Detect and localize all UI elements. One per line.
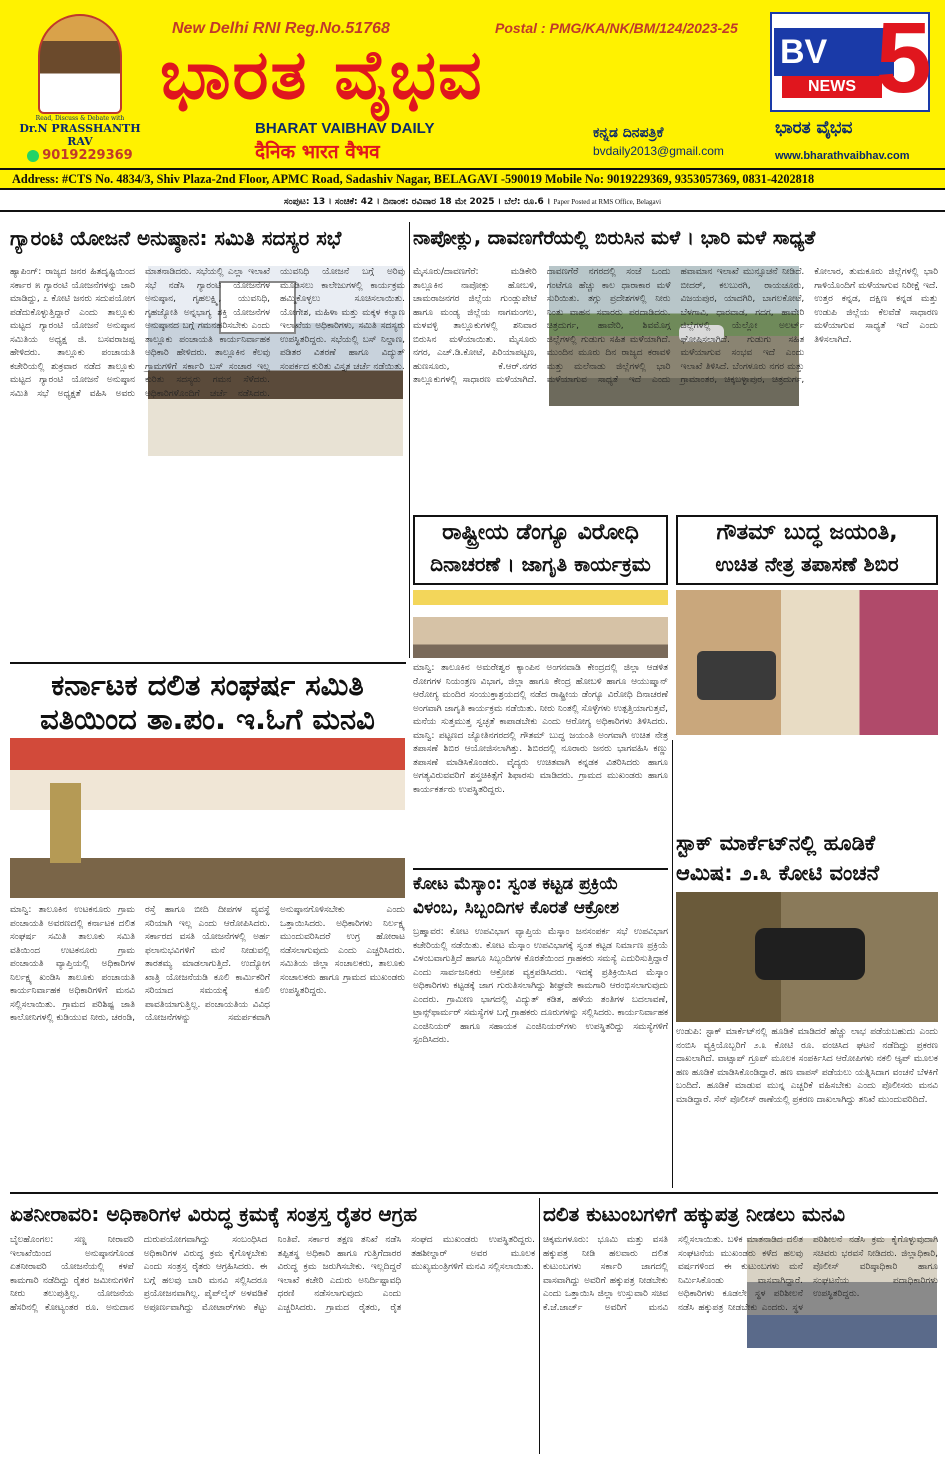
logo-kannada-name: ಭಾರತ ವೈಭವ: [775, 118, 853, 138]
section-rule: [10, 1192, 938, 1194]
story-guarantee: [10, 220, 405, 660]
story-headline-line2: ವತಿಯಿಂದ ತಾ.ಪಂ. ಇ.ಓಗೆ ಮನವಿ: [40, 702, 375, 736]
logo-five: 5: [876, 2, 932, 114]
story-body: ಬ್ರಹ್ಮಾವರ: ಕೋಟ ಉಪವಿಭಾಗ ವ್ಯಾಪ್ತಿಯ ಮೆಸ್ಕಾಂ ಜನಸಂಪರ್ಕ ಸಭೆ ಉಪವಿಭಾಗ ಕಚೇರಿಯಲ್ಲಿ ನಡೆಯಿತು. ಕೋಟ ಮೆಸ್ಕಾಂ ಉಪವಿಭಾಗಕ್ಕೆ ಸ್ವಂತ ಕಟ್ಟಡ ನಿರ್ಮಾಣ ಪ್ರಕ್ರಿಯೆ ವಿಳಂಬವಾಗುತ್ತಿದೆ ಹಾಗೂ ಸಿಬ್ಬಂದಿಗಳ ಕೊರತೆಯಿಂದ ಗ್ರಾಹಕರು ಸಮಸ್ಯೆ ಎದುರಿಸುತ್ತಿದ್ದಾರೆ ಎಂದು ಸಾರ್ವಜನಿಕರು ಆಕ್ರೋಶ ವ್ಯಕ್ತಪಡಿಸಿದರು. ಇದಕ್ಕೆ ಪ್ರತಿಕ್ರಿಯಿಸಿದ ಮೆಸ್ಕಾಂ ಅಧಿಕಾರಿಗಳು ಕಟ್ಟಡಕ್ಕೆ ಜಾಗ ಗುರುತಿಸಲಾಗಿದ್ದು ಶೀಘ್ರವೇ ಕಾಮಗಾರಿ ಆರಂಭಿಸಲಾಗುವುದು ಎಂದರು. ಗ್ರಾಮೀಣ ಭಾಗದಲ್ಲಿ ವಿದ್ಯುತ್ ಕಡಿತ, ಹಳೆಯ ತಂತಿಗಳ ಬದಲಾವಣೆ, ಟ್ರಾನ್ಸ್‌ಫಾರ್ಮರ್ ಸಮಸ್ಯೆಗಳ ಬಗ್ಗೆ ಗ್ರಾಹಕರು ದೂರುಗಳನ್ನು ಸಲ್ಲಿಸಿದರು. ಕಾರ್ಯನಿರ್ವಾಹಕ ಎಂಜಿನಿಯರ್ ಹಾಗೂ ಸಹಾಯಕ ಎಂಜಿನಿಯರ್‌ಗಳು ಉಪಸ್ಥಿತರಿದ್ದು ಸಮಸ್ಯೆಗಳಿಗೆ ಸ್ಪಂದಿಸಿದರು.: [413, 927, 668, 1045]
story-body: ಬೈಲಹೊಂಗಲ: ಸಣ್ಣ ನೀರಾವರಿ ಇಲಾಖೆಯಿಂದ ಅನುಷ್ಠಾನಗೊಂಡ ಏತನೀರಾವರಿ ಯೋಜನೆಯಲ್ಲಿ ಕಳಪೆ ಕಾಮಗಾರಿ ನಡೆದಿದ್ದು ರೈತರ ಜಮೀನುಗಳಿಗೆ ನೀರು ತಲುಪುತ್ತಿಲ್ಲ. ಯೋಜನೆಯ ಹೆಸರಿನಲ್ಲಿ ಕೋಟ್ಯಂತರ ರೂ. ಅನುದಾನ ದುರುಪಯೋಗವಾಗಿದ್ದು ಸಂಬಂಧಿಸಿದ ಅಧಿಕಾರಿಗಳ ವಿರುದ್ಧ ಕ್ರಮ ಕೈಗೊಳ್ಳಬೇಕು ಎಂದು ಸಂತ್ರಸ್ತ ರೈತರು ಆಗ್ರಹಿಸಿದರು. ಈ ಬಗ್ಗೆ ಹಲವು ಬಾರಿ ಮನವಿ ಸಲ್ಲಿಸಿದರೂ ಪ್ರಯೋಜನವಾಗಿಲ್ಲ. ಪೈಪ್‌ಲೈನ್ ಅಳವಡಿಕೆ ಅಪೂರ್ಣವಾಗಿದ್ದು ಮೋಟಾರ್‌ಗಳು ಕೆಟ್ಟು ನಿಂತಿವೆ. ಸರ್ಕಾರ ತಕ್ಷಣ ತನಿಖೆ ನಡೆಸಿ ತಪ್ಪಿತಸ್ಥ ಅಧಿಕಾರಿ ಹಾಗೂ ಗುತ್ತಿಗೆದಾರರ ವಿರುದ್ಧ ಕ್ರಮ ಜರುಗಿಸಬೇಕು. ಇಲ್ಲದಿದ್ದರೆ ಇಲಾಖೆ ಕಚೇರಿ ಎದುರು ಅನಿರ್ದಿಷ್ಟಾವಧಿ ಧರಣಿ ನಡೆಸಲಾಗುವುದು ಎಂದು ಎಚ್ಚರಿಸಿದರು. ಗ್ರಾಮದ ರೈತರು, ರೈತ ಸಂಘದ ಮುಖಂಡರು ಉಪಸ್ಥಿತರಿದ್ದರು. ತಹಶೀಲ್ದಾರ್ ಅವರ ಮೂಲಕ ಮುಖ್ಯಮಂತ್ರಿಗಳಿಗೆ ಮನವಿ ಸಲ್ಲಿಸಲಾಯಿತು.: [10, 1235, 535, 1313]
story-rain: [413, 220, 938, 510]
email-address: bvdaily2013@gmail.com: [593, 144, 724, 158]
story-etaneeravari: [10, 1198, 535, 1454]
kannada-daily-label: ಕನ್ನಡ ದಿನಪತ್ರಿಕೆ: [593, 125, 664, 141]
bv5-news-logo: [770, 2, 932, 114]
story-body: ಚಿಕ್ಕಮಗಳೂರು: ಭೂಮಿ ಮತ್ತು ವಸತಿ ಹಕ್ಕುಪತ್ರ ನೀಡಿ ಹಲವಾರು ದಲಿತ ಕುಟುಂಬಗಳು ಸರ್ಕಾರಿ ಜಾಗದಲ್ಲಿ ವಾಸವಾಗಿದ್ದು ಅವರಿಗೆ ಹಕ್ಕುಪತ್ರ ನೀಡಬೇಕು ಎಂದು ಒತ್ತಾಯಿಸಿ ಜಿಲ್ಲಾ ಉಸ್ತುವಾರಿ ಸಚಿವ ಕೆ.ಜೆ.ಜಾರ್ಜ್ ಅವರಿಗೆ ಮನವಿ ಸಲ್ಲಿಸಲಾಯಿತು. ಬಳಿಕ ಮಾತನಾಡಿದ ದಲಿತ ಸಂಘಟನೆಯ ಮುಖಂಡರು ಕಳೆದ ಹಲವು ವರ್ಷಗಳಿಂದ ಈ ಕುಟುಂಬಗಳು ಮನೆ ನಿರ್ಮಿಸಿಕೊಂಡು ವಾಸವಾಗಿದ್ದಾರೆ. ಅಧಿಕಾರಿಗಳು ಕೂಡಲೇ ಸ್ಥಳ ಪರಿಶೀಲನೆ ನಡೆಸಿ ಹಕ್ಕುಪತ್ರ ನೀಡಬೇಕು ಎಂದರು. ಸ್ಥಳ ಪರಿಶೀಲನೆ ನಡೆಸಿ ಕ್ರಮ ಕೈಗೊಳ್ಳುವುದಾಗಿ ಸಚಿವರು ಭರವಸೆ ನೀಡಿದರು. ಜಿಲ್ಲಾಧಿಕಾರಿ, ಪೊಲೀಸ್ ವರಿಷ್ಠಾಧಿಕಾರಿ ಹಾಗೂ ಸಂಘಟನೆಯ ಪದಾಧಿಕಾರಿಗಳು ಉಪಸ್ಥಿತರಿದ್ದರು.: [543, 1235, 938, 1313]
issue-line: [0, 192, 945, 212]
column-rule: [672, 740, 673, 1188]
story-dengue-headline-box: [413, 515, 668, 585]
story-headline-line1: ಕೋಟ ಮೆಸ್ಕಾಂ: ಸ್ವಂತ ಕಟ್ಟಡ ಪ್ರಕ್ರಿಯೆ: [413, 874, 619, 894]
editor-phone-number: 9019229369: [42, 148, 133, 163]
address-bar: Address: #CTS No. 4834/3, Shiv Plaza-2nd Floor, APMC Road, Sadashiv Nagar, BELAGAVI -590019 Mobile No: 9019229369, 9353057369, 0831-4202818: [0, 168, 945, 190]
newspaper-title: ಭಾರತ ವೈಭವ: [160, 36, 484, 115]
hindi-title: दैनिक भारत वैभव: [255, 141, 380, 163]
memorandum-photo: [10, 738, 405, 898]
story-headline-line1: ಸ್ಟಾಕ್ ಮಾರ್ಕೆಟ್‌ನಲ್ಲಿ ಹೂಡಿಕೆ: [676, 831, 876, 855]
dengue-buddha-body: ಮಾನ್ವಿ: ತಾಲೂಕಿನ ಅಮರೇಶ್ವರ ಕ್ಯಾಂಪಿನ ಅಂಗನವಾಡಿ ಕೇಂದ್ರದಲ್ಲಿ ಜಿಲ್ಲಾ ಆಡಳಿತ ರೋಗಗಳ ನಿಯಂತ್ರಣ ವಿಭಾಗ, ಜಿಲ್ಲಾ ಹಾಗೂ ಕೇಂದ್ರ ಹೋಬಳಿ ಹಾಗೂ ಆಯುಷ್ಮಾನ್ ಆರೋಗ್ಯ ಮಂದಿರ ಸಂಯುಕ್ತಾಶ್ರಯದಲ್ಲಿ ನಡೆದ ರಾಷ್ಟ್ರೀಯ ಡೆಂಗ್ಯೂ ವಿರೋಧಿ ದಿನಾಚರಣೆ ಅಂಗವಾಗಿ ಜಾಗೃತಿ ಕಾರ್ಯಕ್ರಮ ನಡೆಯಿತು. ನೀರು ನಿಂತಲ್ಲಿ ಸೊಳ್ಳೆಗಳು ಉತ್ಪತ್ತಿಯಾಗುತ್ತವೆ, ಮನೆಯ ಸುತ್ತಮುತ್ತ ಸ್ವಚ್ಛತೆ ಕಾಪಾಡಬೇಕು ಎಂದು ಆರೋಗ್ಯ ಅಧಿಕಾರಿಗಳು ತಿಳಿಸಿದರು. ಮಾನ್ವಿ: ಪಟ್ಟಣದ ಜ್ಯೋತಿನಗರದಲ್ಲಿ ಗೌತಮ್ ಬುದ್ಧ ಜಯಂತಿ ಅಂಗವಾಗಿ ಉಚಿತ ನೇತ್ರ ತಪಾಸಣೆ ಶಿಬಿರ ಆಯೋಜಿಸಲಾಗಿತ್ತು. ಶಿಬಿರದಲ್ಲಿ ನೂರಾರು ಜನರು ಭಾಗವಹಿಸಿ ಕಣ್ಣು ತಪಾಸಣೆ ಮಾಡಿಸಿಕೊಂಡರು. ವೈದ್ಯರು ಉಚಿತವಾಗಿ ಕನ್ನಡಕ ವಿತರಿಸಿದರು ಹಾಗೂ ಅಗತ್ಯವಿರುವವರಿಗೆ ಶಸ್ತ್ರಚಿಕಿತ್ಸೆಗೆ ಶಿಫಾರಸು ಮಾಡಿದರು. ಗ್ರಾಮದ ಮುಖಂಡರು ಹಾಗೂ ಕಾರ್ಯಕರ್ತರು ಉಪಸ್ಥಿತರಿದ್ದರು.: [413, 663, 668, 795]
story-headline-line2: ದಿನಾಚರಣೆ । ಜಾಗೃತಿ ಕಾರ್ಯಕ್ರಮ: [430, 552, 651, 576]
editor-name: Dr.N PRASSHANTH RAV: [19, 122, 141, 148]
portrait-caption: Read, Discuss & Debate with: [35, 115, 125, 122]
story-headline: ದಲಿತ ಕುಟುಂಬಗಳಿಗೆ ಹಕ್ಕುಪತ್ರ ನೀಡಲು ಮನವಿ: [543, 1202, 845, 1226]
story-headline-line1: ಕರ್ನಾಟಕ ದಲಿತ ಸಂಘರ್ಷ ಸಮಿತಿ: [51, 668, 364, 702]
column-rule: [409, 222, 410, 658]
story-headline-line2: ಉಚಿತ ನೇತ್ರ ತಪಾಸಣೆ ಶಿಬಿರ: [715, 552, 899, 576]
column-rule: [539, 1198, 540, 1454]
story-headline-line1: ಗೌತಮ್ ಬುದ್ಧ ಜಯಂತಿ,: [716, 520, 898, 545]
story-dalit-samiti: [10, 668, 405, 1188]
posted-note: Paper Posted at RMS Office, Belagavi: [553, 198, 662, 206]
section-rule: [413, 868, 668, 870]
website-url: www.bharathvaibhav.com: [775, 150, 910, 162]
logo-news: NEWS: [782, 76, 882, 98]
story-headline-line2: ವಿಳಂಬ, ಸಿಬ್ಬಂದಿಗಳ ಕೊರತೆ ಆಕ್ರೋಶ: [413, 898, 620, 918]
dengue-photo: [413, 590, 668, 658]
story-body: ಮಾನ್ವಿ: ತಾಲೂಕಿನ ಉಟಕನೂರು ಗ್ರಾಮ ಪಂಚಾಯತಿ ಅವರಣದಲ್ಲಿ ಕರ್ನಾಟಕ ದಲಿತ ಸಂಘರ್ಷ ಸಮಿತಿ ತಾಲೂಕು ಸಮಿತಿ ವತಿಯಿಂದ ಉಟಕನೂರು ಗ್ರಾಮ ಪಂಚಾಯತಿ ವ್ಯಾಪ್ತಿಯಲ್ಲಿ ಅಧಿಕಾರಿಗಳ ನಿರ್ಲಕ್ಷ್ಯ ಖಂಡಿಸಿ ತಾಲೂಕು ಪಂಚಾಯತಿ ಕಾರ್ಯನಿರ್ವಾಹಕ ಅಧಿಕಾರಿಗಳಿಗೆ ಮನವಿ ಸಲ್ಲಿಸಲಾಯಿತು. ಗ್ರಾಮದ ಪರಿಶಿಷ್ಟ ಜಾತಿ ಕಾಲೋನಿಗಳಲ್ಲಿ ಕುಡಿಯುವ ನೀರು, ಚರಂಡಿ, ರಸ್ತೆ ಹಾಗೂ ಬೀದಿ ದೀಪಗಳ ವ್ಯವಸ್ಥೆ ಸರಿಯಾಗಿ ಇಲ್ಲ ಎಂದು ಆರೋಪಿಸಿದರು. ಸರ್ಕಾರದ ವಸತಿ ಯೋಜನೆಗಳಲ್ಲಿ ಅರ್ಹ ಫಲಾನುಭವಿಗಳಿಗೆ ಮನೆ ನೀಡುವಲ್ಲಿ ತಾರತಮ್ಯ ಮಾಡಲಾಗುತ್ತಿದೆ. ಉದ್ಯೋಗ ಖಾತ್ರಿ ಯೋಜನೆಯಡಿ ಕೂಲಿ ಕಾರ್ಮಿಕರಿಗೆ ಸರಿಯಾದ ಸಮಯಕ್ಕೆ ಕೂಲಿ ಪಾವತಿಯಾಗುತ್ತಿಲ್ಲ. ಪಂಚಾಯತಿಯ ವಿವಿಧ ಯೋಜನೆಗಳನ್ನು ಸಮರ್ಪಕವಾಗಿ ಅನುಷ್ಠಾನಗೊಳಿಸಬೇಕು ಎಂದು ಒತ್ತಾಯಿಸಿದರು. ಅಧಿಕಾರಿಗಳು ನಿರ್ಲಕ್ಷ್ಯ ಮುಂದುವರಿಸಿದರೆ ಉಗ್ರ ಹೋರಾಟ ನಡೆಸಲಾಗುವುದು ಎಂದು ಎಚ್ಚರಿಸಿದರು. ಸಮಿತಿಯ ಜಿಲ್ಲಾ ಸಂಚಾಲಕರು, ತಾಲೂಕು ಸಂಚಾಲಕರು ಹಾಗೂ ಗ್ರಾಮದ ಮುಖಂಡರು ಉಪಸ್ಥಿತರಿದ್ದರು.: [10, 905, 405, 1023]
eye-camp-photo: [676, 590, 938, 735]
editor-phone: [14, 148, 146, 163]
rni-number: New Delhi RNI Reg.No.51768: [172, 20, 390, 37]
story-buddha-headline-box: [676, 515, 938, 585]
editor-portrait: [14, 10, 146, 163]
story-headline-line2: ಆಮಿಷ: ೨.೩ ಕೋಟಿ ವಂಚನೆ: [676, 861, 880, 885]
story-headline: ನಾಪೋಕ್ಲು, ದಾವಣಗೆರೆಯಲ್ಲಿ ಬಿರುಸಿನ ಮಳೆ । ಭಾರಿ ಮಳೆ ಸಾಧ್ಯತೆ: [413, 227, 816, 249]
police-radio-photo: [676, 892, 938, 1022]
story-body: ಉಡುಪಿ: ಸ್ಟಾಕ್ ಮಾರ್ಕೆಟ್‌ನಲ್ಲಿ ಹೂಡಿಕೆ ಮಾಡಿದರೆ ಹೆಚ್ಚು ಲಾಭ ಪಡೆಯಬಹುದು ಎಂದು ನಂಬಿಸಿ ವ್ಯಕ್ತಿಯೊಬ್ಬರಿಗೆ ೨.೩ ಕೋಟಿ ರೂ. ವಂಚಿಸಿದ ಘಟನೆ ನಡೆದಿದ್ದು ಪ್ರಕರಣ ದಾಖಲಾಗಿದೆ. ವಾಟ್ಸಾಪ್ ಗ್ರೂಪ್ ಮೂಲಕ ಸಂಪರ್ಕಿಸಿದ ಆರೋಪಿಗಳು ನಕಲಿ ಆ್ಯಪ್ ಮೂಲಕ ಹಣ ಹೂಡಿಕೆ ಮಾಡಿಸಿಕೊಂಡಿದ್ದಾರೆ. ಹಣ ವಾಪಸ್ ಪಡೆಯಲು ಯತ್ನಿಸಿದಾಗ ವಂಚನೆ ಬೆಳಕಿಗೆ ಬಂದಿದೆ. ಹೂಡಿಕೆ ಮಾಡುವ ಮುನ್ನ ಎಚ್ಚರಿಕೆ ವಹಿಸಬೇಕು ಎಂದು ಪೊಲೀಸರು ಮನವಿ ಮಾಡಿದ್ದಾರೆ. ಸೆನ್ ಪೊಲೀಸ್ ಠಾಣೆಯಲ್ಲಿ ಪ್ರಕರಣ ದಾಖಲಾಗಿದ್ದು ತನಿಖೆ ಮುಂದುವರಿದಿದೆ.: [676, 1027, 938, 1105]
section-rule: [10, 662, 406, 664]
whatsapp-icon: [27, 150, 39, 162]
english-title: BHARAT VAIBHAV DAILY: [255, 120, 435, 137]
logo-bv: BV: [774, 28, 894, 76]
story-headline: ಗ್ಯಾರಂಟಿ ಯೋಜನೆ ಅನುಷ್ಠಾನ: ಸಮಿತಿ ಸದಸ್ಯರ ಸಭೆ: [10, 226, 342, 250]
story-body: ಹ್ಯಾಪಿಂಗ್: ರಾಜ್ಯದ ಜನರ ಹಿತದೃಷ್ಟಿಯಿಂದ ಸರ್ಕಾರ ೫ ಗ್ಯಾರಂಟಿ ಯೋಜನೆಗಳನ್ನು ಜಾರಿ ಮಾಡಿದ್ದು, ೭ ಕೋಟಿ ಜನರು ಸದುಪಯೋಗ ಪಡೆದುಕೊಳ್ಳುತ್ತಿದ್ದಾರೆ ಎಂದು ತಾಲ್ಲೂಕು ಮಟ್ಟದ ಗ್ಯಾರಂಟಿ ಯೋಜನೆ ಅನುಷ್ಠಾನ ಸಮಿತಿಯ ಅಧ್ಯಕ್ಷ ಜಿ. ಬಸವರಾಜಪ್ಪ ಹೇಳಿದರು. ತಾಲ್ಲೂಕು ಪಂಚಾಯತಿ ಕಚೇರಿಯಲ್ಲಿ ಶುಕ್ರವಾರ ನಡೆದ ತಾಲ್ಲೂಕು ಮಟ್ಟದ ಗ್ಯಾರಂಟಿ ಯೋಜನೆ ಅನುಷ್ಠಾನ ಸಮಿತಿ ಸಭೆ ಅಧ್ಯಕ್ಷತೆ ವಹಿಸಿ ಅವರು ಮಾತನಾಡಿದರು. ಸಭೆಯಲ್ಲಿ ಎಲ್ಲಾ ಇಲಾಖೆ ಸಭೆ ನಡೆಸಿ ಗ್ಯಾರಂಟಿ ಯೋಜನೆಗಳ ಅನುಷ್ಠಾನ, ಗೃಹಲಕ್ಷ್ಮಿ, ಯುವನಿಧಿ, ಗೃಹಜ್ಯೋತಿ ಅನ್ನಭಾಗ್ಯ ಶಕ್ತಿ ಯೋಜನೆಗಳ ಅನುಷ್ಠಾನದ ಬಗ್ಗೆ ಗಮನಹರಿಸಬೇಕು ಎಂದು ತಾಲ್ಲೂಕು ಪಂಚಾಯತಿ ಕಾರ್ಯನಿರ್ವಾಹಕ ಅಧಿಕಾರಿ ಹೇಳಿದರು. ತಾಲ್ಲೂಕಿನ ಕೆಲವು ಗ್ರಾಮಗಳಿಗೆ ಸರ್ಕಾರಿ ಬಸ್ ಸಂಚಾರ ಇಲ್ಲ ಕುರಿತು ಸದಸ್ಯರು ಗಮನ ಸೆಳೆದರು. ಅಧಿಕಾರಿಗಳೊಂದಿಗೆ ಚರ್ಚೆ ನಡೆಸಿದರು. ಯುವನಿಧಿ ಯೋಜನೆ ಬಗ್ಗೆ ಅರಿವು ಮೂಡಿಸಲು ಕಾಲೇಜುಗಳಲ್ಲಿ ಕಾರ್ಯಕ್ರಮ ಹಮ್ಮಿಕೊಳ್ಳಲು ಸೂಚಿಸಲಾಯಿತು. ಯೋಗೇಶ, ಮಹಿಳಾ ಮತ್ತು ಮಕ್ಕಳ ಕಲ್ಯಾಣ ಇಲಾಖೆಯ ಅಧಿಕಾರಿಗಳು, ಸಮಿತಿ ಸದಸ್ಯರು ಉಪಸ್ಥಿತರಿದ್ದರು. ಸಭೆಯಲ್ಲಿ ಬಸ್ ನಿಲ್ದಾಣ, ಪಡಿತರ ವಿತರಣೆ ಹಾಗೂ ವಿದ್ಯುತ್ ಸಂಪರ್ಕದ ಕುರಿತು ವಿಸ್ತೃತ ಚರ್ಚೆ ನಡೆಯಿತು.: [10, 267, 405, 399]
issue-details: ಸಂಪುಟ: 13 । ಸಂಚಿಕೆ: 42 । ದಿನಾಂಕ: ರವಿವಾರ 18 ಮೇ 2025 । ಬೆಲೆ: ರೂ.6 ।: [283, 197, 551, 207]
masthead: [0, 0, 945, 168]
story-kota-mescom: [413, 872, 668, 1188]
story-stock-fraud: [676, 828, 938, 1188]
story-hakkupatra: [543, 1198, 938, 1454]
story-headline: ಏತನೀರಾವರಿ: ಅಧಿಕಾರಿಗಳ ವಿರುದ್ಧ ಕ್ರಮಕ್ಕೆ ಸಂತ್ರಸ್ತ ರೈತರ ಆಗ್ರಹ: [10, 1202, 418, 1226]
postal-registration: Postal : PMG/KA/NK/BM/124/2023-25: [495, 20, 738, 36]
story-headline-line1: ರಾಷ್ಟ್ರೀಯ ಡೆಂಗ್ಯೂ ವಿರೋಧಿ: [442, 520, 639, 545]
editor-photo: [38, 14, 122, 114]
story-body: ಮೈಸೂರು/ದಾವಣಗೆರೆ: ಮಡಿಕೇರಿ ತಾಲ್ಲೂಕಿನ ನಾಪೋಕ್ಲು ಹೋಬಳಿ, ಚಾಮರಾಜನಗರ ಜಿಲ್ಲೆಯ ಗುಂಡ್ಲುಪೇಟೆ ಹಾಗೂ ಮಂಡ್ಯ ಜಿಲ್ಲೆಯ ನಾಗಮಂಗಲ, ಮಳವಳ್ಳಿ ತಾಲ್ಲೂಕುಗಳಲ್ಲಿ ಶನಿವಾರ ಬಿರುಸಿನ ಮಳೆಯಾಯಿತು. ಮೈಸೂರು ನಗರ, ಎಚ್.ಡಿ.ಕೋಟೆ, ಪಿರಿಯಾಪಟ್ಟಣ, ಹುಣಸೂರು, ಕೆ.ಆರ್.ನಗರ ತಾಲ್ಲೂಕುಗಳಲ್ಲಿ ಸಾಧಾರಣ ಮಳೆಯಾಗಿದೆ. ದಾವಣಗೆರೆ ನಗರದಲ್ಲಿ ಸಂಜೆ ಒಂದು ಗಂಟೆಗೂ ಹೆಚ್ಚು ಕಾಲ ಧಾರಾಕಾರ ಮಳೆ ಸುರಿಯಿತು. ತಗ್ಗು ಪ್ರದೇಶಗಳಲ್ಲಿ ನೀರು ನಿಂತು ವಾಹನ ಸವಾರರು ಪರದಾಡಿದರು. ಚಿತ್ರದುರ್ಗ, ಹಾವೇರಿ, ಶಿವಮೊಗ್ಗ ಜಿಲ್ಲೆಗಳಲ್ಲಿ ಗುಡುಗು ಸಹಿತ ಮಳೆಯಾಗಿದೆ. ಮುಂದಿನ ಮೂರು ದಿನ ರಾಜ್ಯದ ಕರಾವಳಿ ಮತ್ತು ಮಲೆನಾಡು ಜಿಲ್ಲೆಗಳಲ್ಲಿ ಭಾರಿ ಮಳೆಯಾಗುವ ಸಾಧ್ಯತೆ ಇದೆ ಎಂದು ಹವಾಮಾನ ಇಲಾಖೆ ಮುನ್ಸೂಚನೆ ನೀಡಿದೆ. ಬೀದರ್, ಕಲಬುರಗಿ, ರಾಯಚೂರು, ವಿಜಯಪುರ, ಯಾದಗಿರಿ, ಬಾಗಲಕೋಟೆ, ಬೆಳಗಾವಿ, ಧಾರವಾಡ, ಗದಗ, ಹಾವೇರಿ ಜಿಲ್ಲೆಗಳಲ್ಲಿ ಯೆಲ್ಲೋ ಅಲರ್ಟ್ ಘೋಷಿಸಲಾಗಿದೆ. ಗುಡುಗು ಸಹಿತ ಮಳೆಯಾಗುವ ಸಂಭವ ಇದೆ ಎಂದು ಇಲಾಖೆ ತಿಳಿಸಿದೆ. ಬೆಂಗಳೂರು ನಗರ ಮತ್ತು ಗ್ರಾಮಾಂತರ, ಚಿಕ್ಕಬಳ್ಳಾಪುರ, ಚಿತ್ರದುರ್ಗ, ಕೋಲಾರ, ತುಮಕೂರು ಜಿಲ್ಲೆಗಳಲ್ಲಿ ಭಾರಿ ಗಾಳಿಯೊಂದಿಗೆ ಮಳೆಯಾಗುವ ನಿರೀಕ್ಷೆ ಇದೆ. ಉತ್ತರ ಕನ್ನಡ, ದಕ್ಷಿಣ ಕನ್ನಡ ಮತ್ತು ಉಡುಪಿ ಜಿಲ್ಲೆಯ ಕೆಲವೆಡೆ ಸಾಧಾರಣ ಮಳೆಯಾಗುವ ಸಾಧ್ಯತೆ ಇದೆ ಎಂದು ತಿಳಿಸಲಾಗಿದೆ.: [413, 267, 938, 385]
